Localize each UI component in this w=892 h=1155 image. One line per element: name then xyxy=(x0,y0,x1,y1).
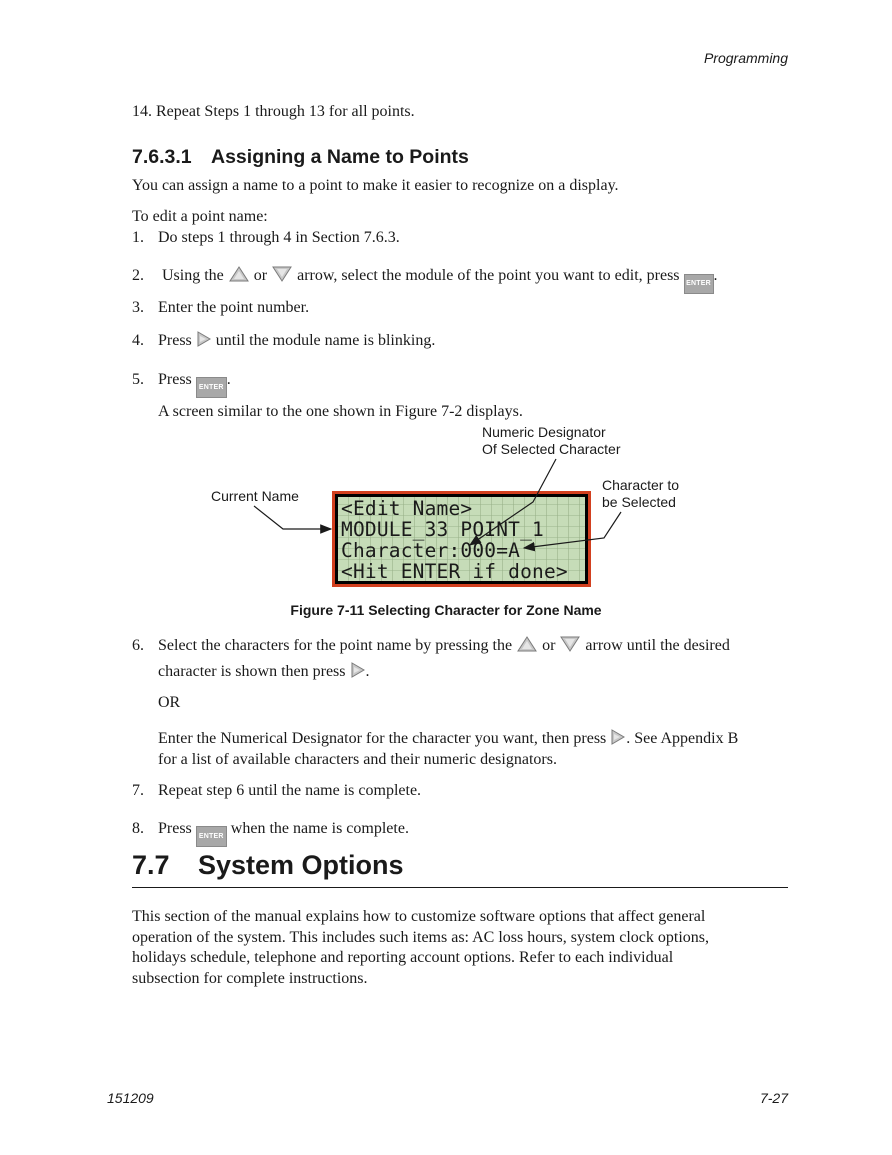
callout-current-name: Current Name xyxy=(211,488,299,504)
figure-caption: Figure 7-11 Selecting Character for Zone Name xyxy=(290,602,602,618)
step-text-part: or xyxy=(253,267,268,284)
step-6-alt xyxy=(158,729,738,749)
footer-doc-number: 151209 xyxy=(107,1090,154,1106)
running-header: Programming xyxy=(703,50,788,66)
enter-key-icon: ENTER xyxy=(684,274,714,294)
step-text-part: Press xyxy=(158,371,192,388)
step-text-part: . xyxy=(365,663,370,680)
subsection-intro: You can assign a name to a point to make it easier to recognize on a display. xyxy=(132,177,619,194)
step-text-part: arrow, select the module of the point you want to edit, press xyxy=(297,267,680,284)
step-text xyxy=(158,636,730,656)
step-number: 4. xyxy=(132,332,144,349)
section-rule xyxy=(132,887,788,888)
section-heading xyxy=(132,850,404,881)
paragraph-line: This section of the manual explains how to customize software options that affect general xyxy=(132,908,706,925)
callout-line: Character to xyxy=(602,477,680,493)
footer-page-number: 7-27 xyxy=(759,1090,788,1106)
numeric-designator-arrow xyxy=(470,459,556,545)
step-text-part: arrow until the desired xyxy=(585,637,730,654)
step-text-part: Press xyxy=(158,332,192,349)
character-arrow xyxy=(524,512,621,548)
step-number: 1. xyxy=(132,229,144,246)
subsection-lead: To edit a point name: xyxy=(132,208,268,225)
right-arrow-icon xyxy=(611,729,625,745)
current-name-arrow xyxy=(254,506,331,529)
callout-line: be Selected xyxy=(602,494,676,510)
step-number: 6. xyxy=(132,637,144,654)
callout-line: Of Selected Character xyxy=(482,441,621,457)
paragraph-line: operation of the system. This includes such items as: AC loss hours, system clock options, xyxy=(132,928,709,946)
step-text-part: . xyxy=(713,267,718,284)
intro-step: 14. Repeat Steps 1 through 13 for all points. xyxy=(132,103,415,120)
section-number: 7.7 xyxy=(132,850,170,880)
enter-key-icon: ENTER xyxy=(196,826,227,847)
lcd-line-3: Character:000=A xyxy=(341,539,521,562)
subsection-number: 7.6.3.1 xyxy=(132,146,192,168)
paragraph-line: subsection for complete instructions. xyxy=(132,969,368,987)
step-6-line-2 xyxy=(158,662,370,682)
step-text: Repeat step 6 until the name is complete. xyxy=(158,782,422,799)
step-text-part: Press xyxy=(158,820,192,837)
up-arrow-icon xyxy=(517,636,537,652)
right-arrow-icon xyxy=(351,662,365,678)
step-text-part: . See Appendix B xyxy=(626,730,739,747)
step-text-part: until the module name is blinking. xyxy=(215,332,436,349)
paragraph-line: holidays schedule, telephone and reporting account options. Refer to each individual xyxy=(132,949,674,966)
step-number: 7. xyxy=(132,782,144,799)
step-text-part: character is shown then press xyxy=(158,663,346,680)
step-text-part: Select the characters for the point name by pressing the xyxy=(158,637,513,654)
callout-line: Numeric Designator xyxy=(482,424,606,440)
step-text: Enter the point number. xyxy=(158,299,310,316)
step-number: 3. xyxy=(132,299,144,316)
step-6-or: OR xyxy=(158,694,181,711)
step-5-note: A screen similar to the one shown in Figure 7-2 displays. xyxy=(158,403,523,420)
step-text xyxy=(158,819,409,847)
step-text-part: Enter the Numerical Designator for the character you want, then press xyxy=(158,730,607,747)
step-number: 5. xyxy=(132,371,144,388)
section-title: System Options xyxy=(198,850,404,880)
lcd-line-4: <Hit ENTER if done> xyxy=(341,560,568,583)
enter-key-icon: ENTER xyxy=(196,377,227,398)
subsection-title: Assigning a Name to Points xyxy=(211,146,469,168)
lcd-line-1: <Edit Name> xyxy=(341,497,473,520)
step-6-alt-line-2: for a list of available characters and their numeric designators. xyxy=(158,751,557,768)
step-text-part: . xyxy=(226,371,231,388)
step-number: 8. xyxy=(132,820,144,837)
step-text-part: or xyxy=(542,637,556,654)
step-number: 2. xyxy=(132,267,144,284)
step-text-part: Using the xyxy=(162,267,224,284)
down-arrow-icon xyxy=(560,636,580,652)
lcd-line-2: MODULE_33 POINT_1 xyxy=(341,518,544,541)
step-text: Do steps 1 through 4 in Section 7.6.3. xyxy=(158,229,400,246)
step-text-part: when the name is complete. xyxy=(230,820,409,837)
section-paragraph xyxy=(132,907,788,989)
